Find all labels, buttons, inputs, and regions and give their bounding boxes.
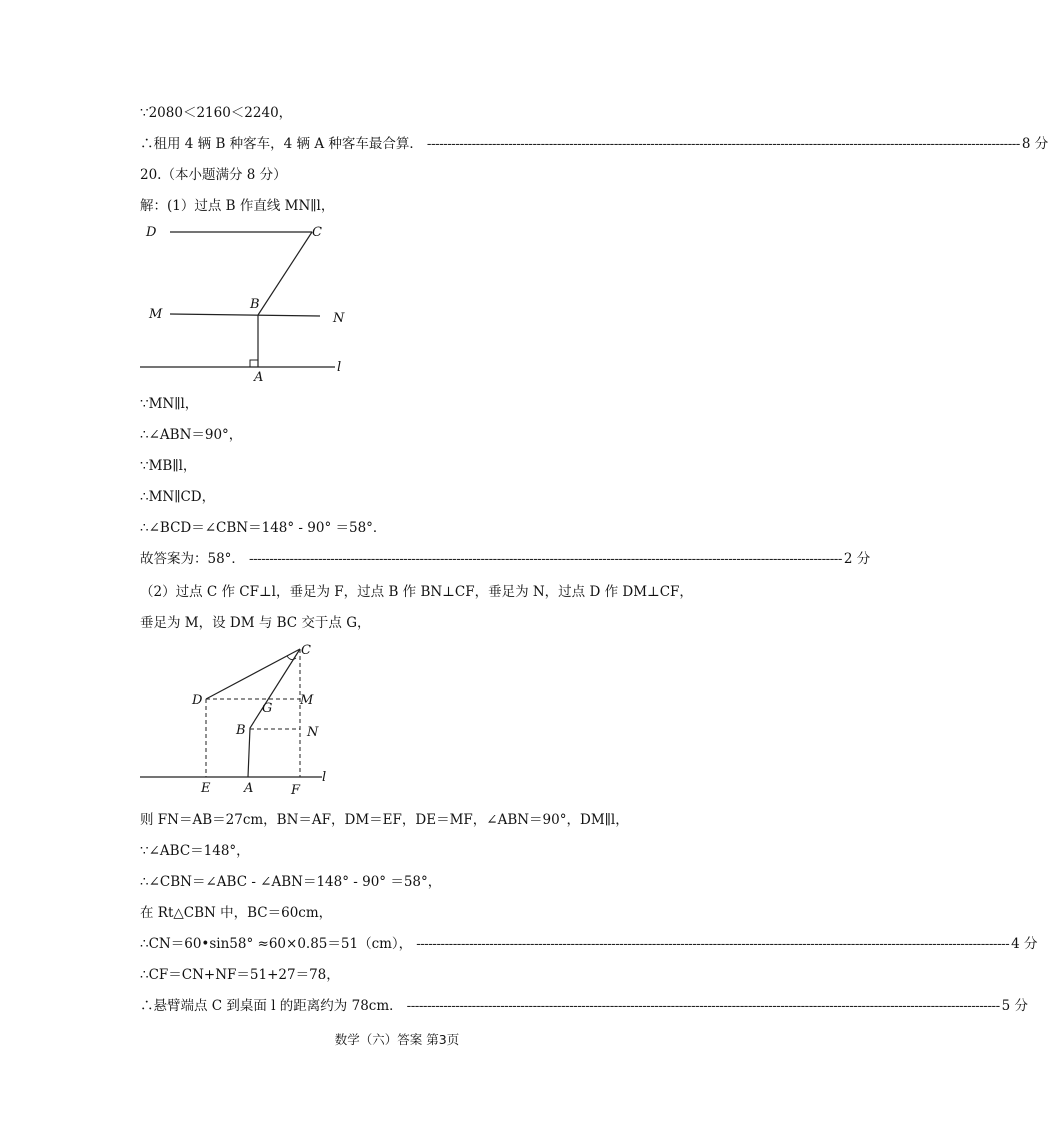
label-C: C [312, 225, 322, 240]
text-line-t5: ∴CN＝60•sin58° ≈60×0.85＝51（cm）， -------------------------------------------------------------------------------------------------------------------------------------------------- 4 分 [140, 936, 1038, 952]
page-footer: 数学（六）答案 第3页 [334, 1032, 460, 1047]
label-D: D [192, 693, 203, 708]
label-C: C [301, 643, 311, 658]
step-5: ∴∠BCD＝∠CBN＝148° - 90° ＝58°． [140, 520, 387, 536]
label-l: l [337, 360, 342, 375]
score-leader: -------------------------------------------------------------------------------------------------------------------------------------------------- [406, 998, 1000, 1014]
score-leader: -------------------------------------------------------------------------------------------------------------------------------------------------- [248, 551, 842, 567]
label-M: M [149, 307, 163, 322]
label-D: D [146, 225, 157, 240]
text-line-t6: ∴CF＝CN+NF＝51+27＝78， [140, 967, 340, 983]
score-label: 2 分 [843, 551, 871, 567]
text-line-t2: ∵∠ABC＝148°， [140, 843, 250, 859]
step-4: ∴MN∥CD， [140, 489, 216, 505]
solution-part-1: 解：(1）过点 B 作直线 MN∥l， [140, 198, 335, 214]
text-line-t4: 在 Rt△CBN 中，BC＝60cm， [140, 905, 333, 921]
step-2: ∴∠ABN＝90°， [140, 427, 243, 443]
step-3: ∵MB∥l， [140, 458, 197, 474]
label-B: B [250, 297, 260, 312]
text-line-t1: 则 FN＝AB＝27cm，BN＝AF，DM＝EF，DE＝MF，∠ABN＝90°，DM∥l， [140, 812, 629, 828]
label-l: l [322, 770, 327, 785]
label-F: F [291, 783, 301, 798]
label-A: A [254, 370, 264, 385]
score-leader: -------------------------------------------------------------------------------------------------------------------------------------------------- [416, 936, 1010, 952]
label-A: A [244, 781, 254, 796]
answer-line-1: 故答案为：58°． -------------------------------------------------------------------------------------------------------------------------------------------------- 2 分 [140, 551, 871, 567]
part-2-intro-cont: 垂足为 M，设 DM 与 BC 交于点 G， [140, 615, 371, 631]
score-label: 4 分 [1011, 936, 1038, 952]
label-E: E [201, 781, 211, 796]
step-1: ∵MN∥l， [140, 396, 199, 412]
label-B: B [236, 723, 246, 738]
figure-2 [140, 640, 340, 800]
label-G: G [262, 701, 273, 716]
score-leader: -------------------------------------------------------------------------------------------------------------------------------------------------- [426, 136, 1020, 152]
label-N: N [333, 311, 345, 326]
part-2-intro: （2）过点 C 作 CF⊥l，垂足为 F，过点 B 作 BN⊥CF，垂足为 N，过点 D 作 DM⊥CF， [140, 584, 693, 600]
label-M: M [300, 693, 314, 708]
text-line-t3: ∴∠CBN＝∠ABC - ∠ABN＝148° - 90° ＝58°， [140, 874, 442, 890]
label-N: N [307, 725, 319, 740]
question-20-heading: 20.（本小题满分 8 分） [140, 167, 287, 183]
text-line-conclusion: ∴租用 4 辆 B 种客车，4 辆 A 种客车最合算． -------------------------------------------------------------------------------------------------------------------------------------------------- 8 分 [140, 136, 1048, 152]
text-line-inequality: ∵2080＜2160＜2240， [140, 105, 293, 121]
score-label: 5 分 [1001, 998, 1029, 1014]
text-line-t7: ∴悬臂端点 C 到桌面 l 的距离约为 78cm． -------------------------------------------------------------------------------------------------------------------------------------------------- 5 分 [140, 998, 1029, 1014]
score-label: 8 分 [1021, 136, 1048, 152]
figure-1 [140, 220, 360, 390]
